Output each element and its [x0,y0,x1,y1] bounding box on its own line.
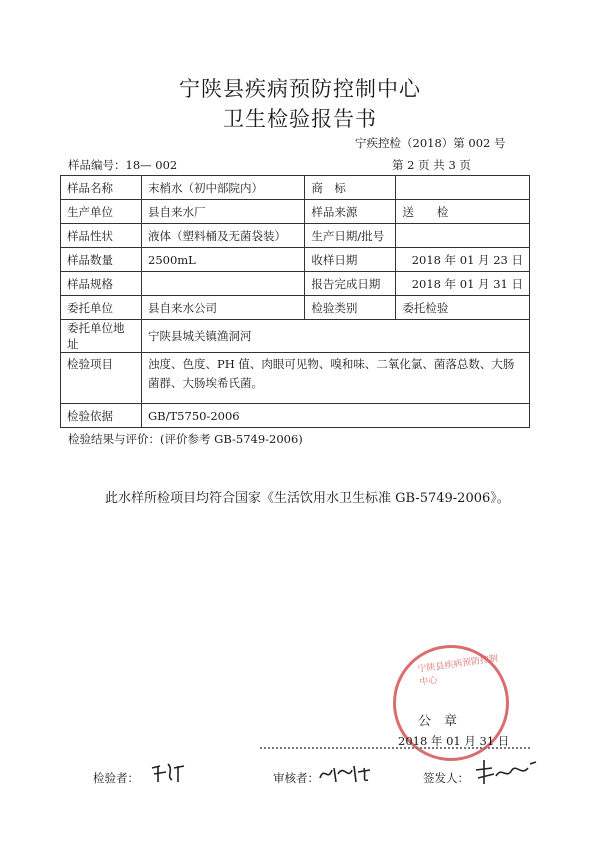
table-row [61,224,530,248]
seal-label: 公 章 [418,714,458,729]
value-test-items: 浊度、色度、PH 值、肉眼可见物、嗅和味、二氧化氯、菌落总数、大肠菌群、大肠埃希氏菌。 [142,353,530,404]
value-trademark [396,176,530,200]
document-number: 宁疾控检（2018）第 002 号 [355,136,506,150]
inspector-label: 检验者： [93,771,139,785]
table-row [61,272,530,296]
table-row [61,200,530,224]
label-client: 委托单位 [61,296,142,320]
value-test-basis: GB/T5750-2006 [142,404,530,428]
table-row [61,248,530,272]
label-test-items: 检验项目 [61,353,142,404]
label-production-date: 生产日期/批号 [305,224,396,248]
issuer-signature [472,756,542,788]
sample-number: 样品编号：18— 002 [68,158,178,172]
divider [260,747,530,749]
report-table [60,175,530,428]
seal-date: 2018 年 01 月 31 日 [398,734,510,748]
report-title-line2: 卫生检验报告书 [223,107,377,131]
table-row [61,296,530,320]
value-client-address: 宁陕县城关镇渔洞河 [142,320,530,353]
label-spec: 样品规格 [61,272,142,296]
value-client: 县自来水公司 [142,296,305,320]
label-producer: 生产单位 [61,200,142,224]
result-label: 检验结果与评价：(评价参考 GB-5749-2006) [68,432,303,446]
value-spec [142,272,305,296]
label-inspect-type: 检验类别 [305,296,396,320]
value-property: 液体（塑料桶及无菌袋装） [142,224,305,248]
label-property: 样品性状 [61,224,142,248]
report-title-line1: 宁陕县疾病预防控制中心 [179,77,421,101]
value-receive-date: 2018 年 01 月 23 日 [396,248,530,272]
label-trademark: 商 标 [305,176,396,200]
seal-ring-text: 宁陕县疾病预防控制中心 [417,653,499,688]
label-client-address: 委托单位地址 [61,320,142,353]
label-source: 样品来源 [305,200,396,224]
value-production-date [396,224,530,248]
value-quantity: 2500mL [142,248,305,272]
reviewer-label: 审核者： [273,771,319,785]
table-row [61,353,530,404]
conclusion-text: 此水样所检项目均符合国家《生活饮用水卫生标准 GB-5749-2006》。 [105,491,510,506]
inspector-signature [148,760,188,786]
label-sample-name: 样品名称 [61,176,142,200]
label-test-basis: 检验依据 [61,404,142,428]
page-info: 第 2 页 共 3 页 [392,158,471,172]
value-producer: 县自来水厂 [142,200,305,224]
table-row [61,176,530,200]
reviewer-signature [316,760,376,786]
value-sample-name: 末梢水（初中部院内） [142,176,305,200]
label-quantity: 样品数量 [61,248,142,272]
label-receive-date: 收样日期 [305,248,396,272]
table-row [61,320,530,353]
value-inspect-type: 委托检验 [396,296,530,320]
issuer-label: 签发人： [423,771,469,785]
value-report-date: 2018 年 01 月 31 日 [396,272,530,296]
value-source: 送 检 [396,200,530,224]
label-report-date: 报告完成日期 [305,272,396,296]
table-row [61,404,530,428]
